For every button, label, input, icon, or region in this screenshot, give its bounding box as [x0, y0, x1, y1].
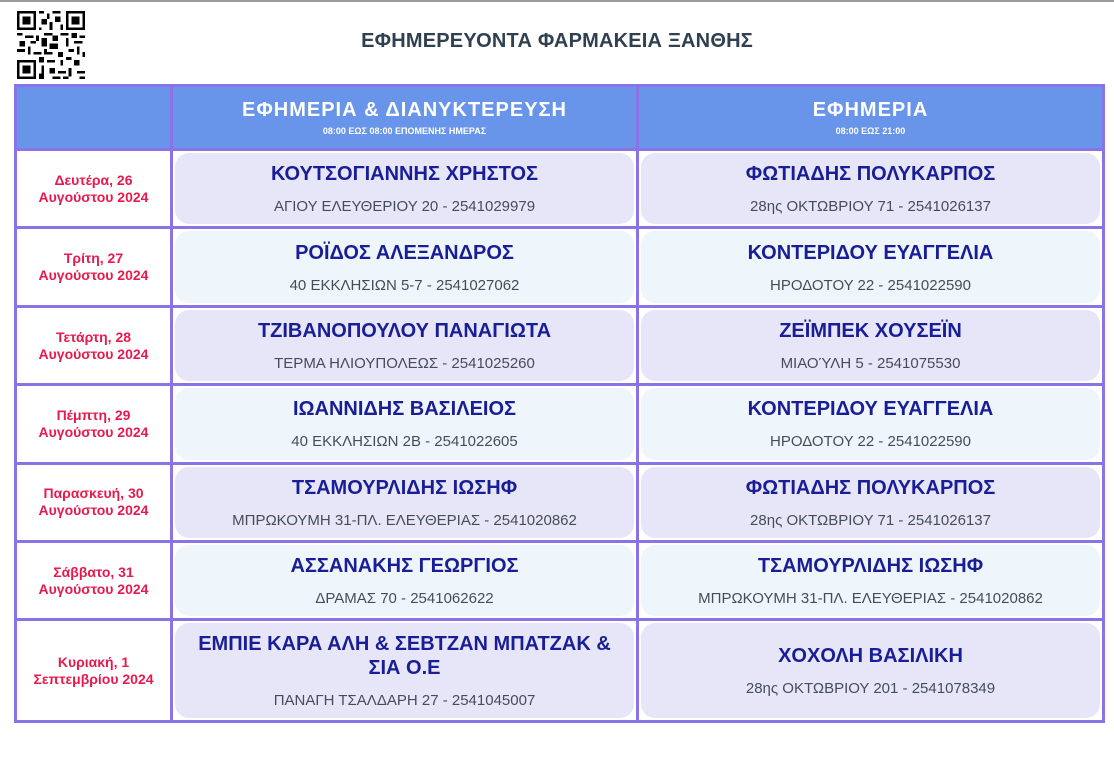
- night-column-header: [172, 86, 638, 150]
- pharmacy-name: ΕΜΠΙΕ ΚΑΡΑ ΑΛΗ & ΣΕΒΤΖΑΝ ΜΠΑΤΖΑΚ & ΣΙΑ Ο.Ε: [198, 633, 611, 680]
- pharmacy-address: ΔΡΑΜΑΣ 70 - 2541062622: [315, 590, 494, 608]
- pharmacy-address: 28ης ΟΚΤΩΒΡΙΟΥ 201 - 2541078349: [745, 680, 996, 698]
- date-cell: [16, 306, 172, 384]
- day-column-title: ΕΦΗΜΕΡΙΑ: [812, 99, 929, 121]
- night-pharmacy-cell: [172, 385, 638, 463]
- pharmacy-address: ΠΑΝΑΓΗ ΤΣΑΛΔΑΡΗ 27 - 2541045007: [273, 692, 536, 710]
- night-pharmacy-cell: [172, 620, 638, 722]
- day-pharmacy-cell: [638, 228, 1104, 306]
- table-row: [16, 228, 1104, 306]
- date-cell: [16, 385, 172, 463]
- pharmacy-name: ΦΩΤΙΑΔΗΣ ΠΟΛΥΚΑΡΠΟΣ: [745, 163, 996, 186]
- pharmacy-name: ΤΣΑΜΟΥΡΛΙΔΗΣ ΙΩΣΗΦ: [757, 555, 984, 578]
- pharmacy-name: ΧΟΧΟΛΗ ΒΑΣΙΛΙΚΗ: [778, 645, 963, 668]
- month-year: Αυγούστου 2024: [38, 423, 149, 440]
- weekday-date: Δευτέρα, 26: [54, 171, 133, 188]
- pharmacy-name: ΚΟΥΤΣΟΓΙΑΝΝΗΣ ΧΡΗΣΤΟΣ: [270, 163, 539, 186]
- weekday-date: Τετάρτη, 28: [55, 328, 132, 345]
- day-column-header: [638, 86, 1104, 150]
- day-pharmacy-cell: [638, 620, 1104, 722]
- pharmacy-address: 40 ΕΚΚΛΗΣΙΩΝ 2Β - 2541022605: [291, 433, 518, 451]
- month-year: Αυγούστου 2024: [38, 580, 149, 597]
- pharmacy-schedule-table: [14, 84, 1105, 723]
- pharmacy-address: ΗΡΟΔΟΤΟΥ 22 - 2541022590: [770, 433, 971, 451]
- pharmacy-address: 40 ΕΚΚΛΗΣΙΩΝ 5-7 - 2541027062: [289, 276, 520, 294]
- pharmacy-address: ΜΠΡΩΚΟΥΜΗ 31-ΠΛ. ΕΛΕΥΘΕΡΙΑΣ - 2541020862: [232, 511, 577, 529]
- night-pharmacy-cell: [172, 306, 638, 384]
- pharmacy-address: ΜΙΑΟΎΛΗ 5 - 2541075530: [780, 355, 961, 373]
- pharmacy-name: ΚΟΝΤΕΡΙΔΟΥ ΕΥΑΓΓΕΛΙΑ: [747, 398, 994, 421]
- pharmacy-name: ΚΟΝΤΕΡΙΔΟΥ ΕΥΑΓΓΕΛΙΑ: [747, 241, 994, 264]
- pharmacy-name: ΦΩΤΙΑΔΗΣ ΠΟΛΥΚΑΡΠΟΣ: [745, 476, 996, 499]
- table-row: [16, 150, 1104, 228]
- header-row: [16, 86, 1104, 150]
- pharmacy-name: ΤΣΑΜΟΥΡΛΙΔΗΣ ΙΩΣΗΦ: [291, 476, 518, 499]
- month-year: Αυγούστου 2024: [38, 345, 149, 362]
- day-pharmacy-cell: [638, 385, 1104, 463]
- day-pharmacy-cell: [638, 306, 1104, 384]
- month-year: Αυγούστου 2024: [38, 267, 149, 284]
- night-pharmacy-cell: [172, 228, 638, 306]
- date-cell: [16, 542, 172, 620]
- pharmacy-name: ΡΟΪΔΟΣ ΑΛΕΞΑΝΔΡΟΣ: [295, 241, 514, 264]
- night-pharmacy-cell: [172, 542, 638, 620]
- date-cell: [16, 463, 172, 541]
- date-cell: [16, 620, 172, 722]
- date-cell: [16, 150, 172, 228]
- top-rule: [0, 0, 1114, 2]
- night-pharmacy-cell: [172, 463, 638, 541]
- month-year: Αυγούστου 2024: [38, 188, 149, 205]
- weekday-date: Κυριακή, 1: [57, 653, 130, 670]
- night-column-hours: 08:00 ΕΩΣ 08:00 ΕΠΟΜΕΝΗΣ ΗΜΕΡΑΣ: [322, 126, 487, 136]
- table-row: [16, 306, 1104, 384]
- pharmacy-address: 28ης ΟΚΤΩΒΡΙΟΥ 71 - 2541026137: [750, 198, 991, 216]
- table-row: [16, 620, 1104, 722]
- page-title: ΕΦΗΜΕΡΕΥΟΝΤΑ ΦΑΡΜΑΚΕΙΑ ΞΑΝΘΗΣ: [361, 30, 753, 52]
- month-year: Σεπτεμβρίου 2024: [33, 670, 154, 687]
- weekday-date: Τρίτη, 27: [63, 250, 124, 267]
- pharmacy-name: ΤΖΙΒΑΝΟΠΟΥΛΟΥ ΠΑΝΑΓΙΩΤΑ: [257, 320, 552, 343]
- weekday-date: Πέμπτη, 29: [56, 406, 131, 423]
- date-cell: [16, 228, 172, 306]
- weekday-date: Σάββατο, 31: [53, 563, 134, 580]
- table-row: [16, 385, 1104, 463]
- pharmacy-address: ΤΕΡΜΑ ΗΛΙΟΥΠΟΛΕΩΣ - 2541025260: [274, 355, 535, 373]
- pharmacy-address: ΑΓΙΟΥ ΕΛΕΥΘΕΡΙΟΥ 20 - 2541029979: [273, 198, 536, 216]
- pharmacy-name: ΖΕΪΜΠΕΚ ΧΟΥΣΕΪΝ: [779, 320, 962, 343]
- day-pharmacy-cell: [638, 150, 1104, 228]
- table-row: [16, 542, 1104, 620]
- pharmacy-address: ΜΠΡΩΚΟΥΜΗ 31-ΠΛ. ΕΛΕΥΘΕΡΙΑΣ - 2541020862: [698, 590, 1043, 608]
- date-column-header: [16, 86, 172, 150]
- night-column-title: ΕΦΗΜΕΡΙΑ & ΔΙΑΝΥΚΤΕΡΕΥΣΗ: [242, 99, 567, 121]
- pharmacy-name: ΙΩΑΝΝΙΔΗΣ ΒΑΣΙΛΕΙΟΣ: [292, 398, 517, 421]
- pharmacy-address: 28ης ΟΚΤΩΒΡΙΟΥ 71 - 2541026137: [750, 511, 991, 529]
- day-column-hours: 08:00 ΕΩΣ 21:00: [835, 126, 906, 136]
- night-pharmacy-cell: [172, 150, 638, 228]
- month-year: Αυγούστου 2024: [38, 502, 149, 519]
- table-row: [16, 463, 1104, 541]
- pharmacy-address: ΗΡΟΔΟΤΟΥ 22 - 2541022590: [770, 276, 971, 294]
- day-pharmacy-cell: [638, 542, 1104, 620]
- day-pharmacy-cell: [638, 463, 1104, 541]
- pharmacy-name: ΑΣΣΑΝΑΚΗΣ ΓΕΩΡΓΙΟΣ: [290, 555, 519, 578]
- weekday-date: Παρασκευή, 30: [43, 485, 144, 502]
